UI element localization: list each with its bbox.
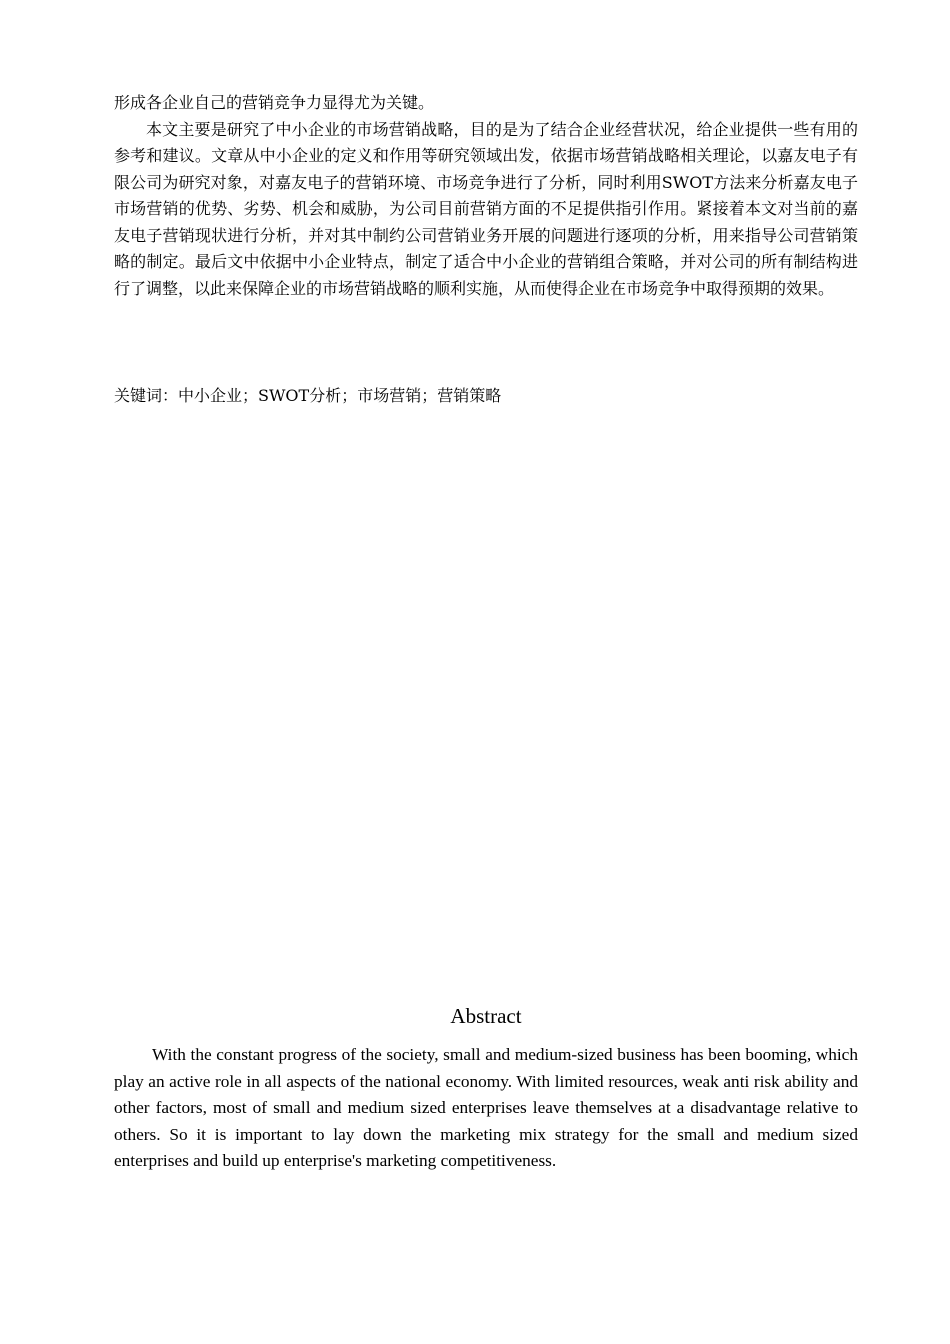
chinese-abstract-body: [114, 90, 858, 302]
english-abstract-title: Abstract: [450, 1004, 522, 1028]
chinese-continued-line: 形成各企业自己的营销竞争力显得尤为关键。: [114, 93, 435, 112]
keywords-label: 关键词：: [114, 386, 179, 405]
keywords-items: 中小企业；SWOT分析；市场营销；营销策略: [178, 386, 502, 405]
chinese-main-paragraph: 本文主要是研究了中小企业的市场营销战略，目的是为了结合企业经营状况，给企业提供一些有用的参考和建议。文章从中小企业的定义和作用等研究领域出发，依据市场营销战略相关理论，以嘉友电子有限公司为研究对象，对嘉友电子的营销环境、市场竞争进行了分析，同时利用SWOT方法来分析嘉友电子市场营销的优势、劣势、机会和威胁，为公司目前营销方面的不足提供指引作用。紧接着本文对当前的嘉友电子营销现状进行分析，并对其中制约公司营销业务开展的问题进行逐项的分析，用来指导公司营销策略的制定。最后文中依据中小企业特点，制定了适合中小企业的营销组合策略，并对公司的所有制结构进行了调整，以此来保障企业的市场营销战略的顺利实施，从而使得企业在市场竞争中取得预期的效果。: [114, 119, 858, 298]
english-abstract-paragraph: With the constant progress of the society, small and medium-sized business has been booming, which play an active role in all aspects of the national economy. With limited resources, weak anti risk ability and other factors, most of small and medium sized enterprises leave themselves at a disadvantage relative to others. So it is important to lay down the marketing mix strategy for the small and medium sized enterprises and build up enterprise's marketing competitiveness.: [114, 1045, 858, 1170]
keywords-line: [114, 383, 858, 409]
